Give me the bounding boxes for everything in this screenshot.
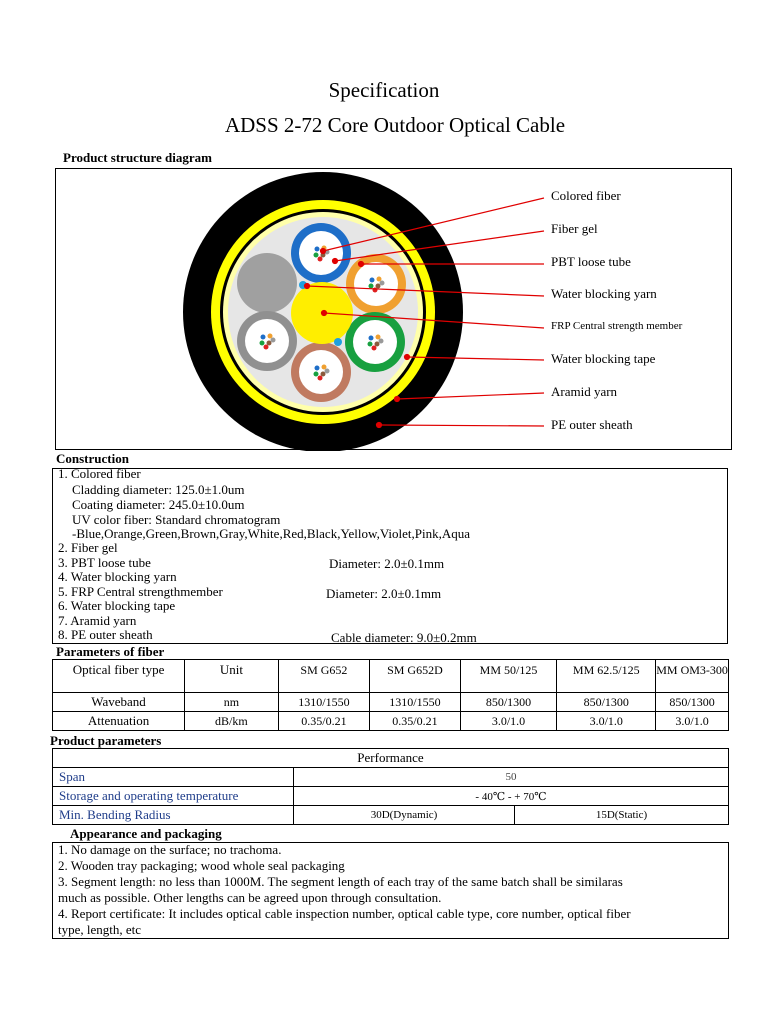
bend-label: Min. Bending Radius [53, 806, 294, 825]
table-cell: 1310/1550 [370, 693, 460, 712]
construction-line: 5. FRP Central strengthmember [58, 584, 223, 599]
table-cell: nm [185, 693, 279, 712]
table-cell: 3.0/1.0 [656, 712, 729, 731]
loose-tube-brown [291, 342, 351, 402]
table-row [53, 693, 729, 712]
construction-line: 4. Water blocking yarn [58, 569, 177, 584]
table-cell: Attenuation [53, 712, 185, 731]
packaging-line: 1. No damage on the surface; no trachoma. [58, 842, 282, 857]
construction-line: 3. PBT loose tube [58, 555, 151, 570]
construction-line: Coating diameter: 245.0±10.0um [72, 497, 245, 512]
table-cell: 3.0/1.0 [460, 712, 557, 731]
label-water-blocking-yarn: Water blocking yarn [551, 286, 657, 301]
structure-heading: Product structure diagram [63, 150, 212, 165]
header-cell: MM 50/125 [460, 660, 557, 693]
construction-line: 8. PE outer sheath [58, 627, 153, 642]
cable-diameter: Cable diameter: 9.0±0.2mm [331, 630, 477, 645]
label-pbt-loose-tube: PBT loose tube [551, 254, 631, 269]
construction-line: 6. Water blocking tape [58, 598, 176, 613]
label-colored-fiber: Colored fiber [551, 188, 621, 203]
page-title: Specification [328, 78, 440, 102]
packaging-line: much as possible. Other lengths can be agreed upon through consultation. [58, 890, 442, 905]
product-params-table [52, 748, 729, 825]
pbt-diameter: Diameter: 2.0±0.1mm [329, 556, 445, 571]
construction-heading: Construction [56, 451, 129, 466]
structure-diagram-box [55, 168, 732, 450]
packaging-heading: Appearance and packaging [70, 826, 222, 841]
construction-line: Cladding diameter: 125.0±1.0um [72, 482, 245, 497]
table-row [53, 712, 729, 731]
header-cell: Optical fiber type [53, 660, 185, 693]
filler-rod [237, 253, 297, 313]
table-cell: 850/1300 [460, 693, 557, 712]
loose-tube-green [345, 312, 405, 372]
table-cell: 3.0/1.0 [557, 712, 656, 731]
product-params-heading: Product parameters [50, 733, 162, 748]
table-header-row [53, 660, 729, 693]
temp-value: - 40℃ - + 70℃ [294, 787, 729, 806]
performance-header: Performance [53, 749, 729, 768]
table-cell: 0.35/0.21 [370, 712, 460, 731]
cable-cross-section [56, 169, 733, 451]
header-cell: SM G652 [278, 660, 370, 693]
table-cell: Waveband [53, 693, 185, 712]
header-cell: MM OM3-300 [656, 660, 729, 693]
header-cell: SM G652D [370, 660, 460, 693]
table-cell: dB/km [185, 712, 279, 731]
packaging-line: type, length, etc [58, 922, 142, 937]
construction-line: 1. Colored fiber [58, 466, 141, 481]
label-fiber-gel: Fiber gel [551, 221, 598, 236]
page-subtitle: ADSS 2-72 Core Outdoor Optical Cable [224, 113, 566, 137]
table-cell: 850/1300 [557, 693, 656, 712]
construction-line: 2. Fiber gel [58, 540, 118, 555]
bend-dynamic: 30D(Dynamic) [294, 806, 515, 825]
loose-tube-orange [346, 254, 406, 314]
temp-label: Storage and operating temperature [53, 787, 294, 806]
header-cell: MM 62.5/125 [557, 660, 656, 693]
label-frp-member: FRP Central strength member [551, 320, 683, 332]
table-cell: 850/1300 [656, 693, 729, 712]
header-cell: Unit [185, 660, 279, 693]
construction-line: UV color fiber: Standard chromatogram [72, 512, 281, 527]
label-water-blocking-tape: Water blocking tape [551, 351, 656, 366]
label-pe-outer-sheath: PE outer sheath [551, 417, 633, 432]
label-aramid-yarn: Aramid yarn [551, 384, 618, 399]
loose-tube-gray [237, 311, 297, 371]
packaging-line: 2. Wooden tray packaging; wood whole seal packaging [58, 858, 345, 873]
span-label: Span [53, 768, 294, 787]
table-cell: 0.35/0.21 [278, 712, 370, 731]
fiber-params-heading: Parameters of fiber [56, 644, 165, 659]
bend-static: 15D(Static) [515, 806, 729, 825]
construction-line: 7. Aramid yarn [58, 613, 137, 628]
frp-diameter: Diameter: 2.0±0.1mm [326, 586, 442, 601]
packaging-line: 3. Segment length: no less than 1000M. The segment length of each tray of the same batch shall be similaras [58, 874, 623, 889]
construction-line: -Blue,Orange,Green,Brown,Gray,White,Red,Black,Yellow,Violet,Pink,Aqua [72, 526, 471, 541]
fiber-params-table [52, 659, 729, 731]
packaging-line: 4. Report certificate: It includes optical cable inspection number, optical cable type, core number, optical fiber [58, 906, 631, 921]
water-blocking-yarn-dot [334, 338, 342, 346]
table-cell: 1310/1550 [278, 693, 370, 712]
span-value: 50 [294, 768, 729, 787]
